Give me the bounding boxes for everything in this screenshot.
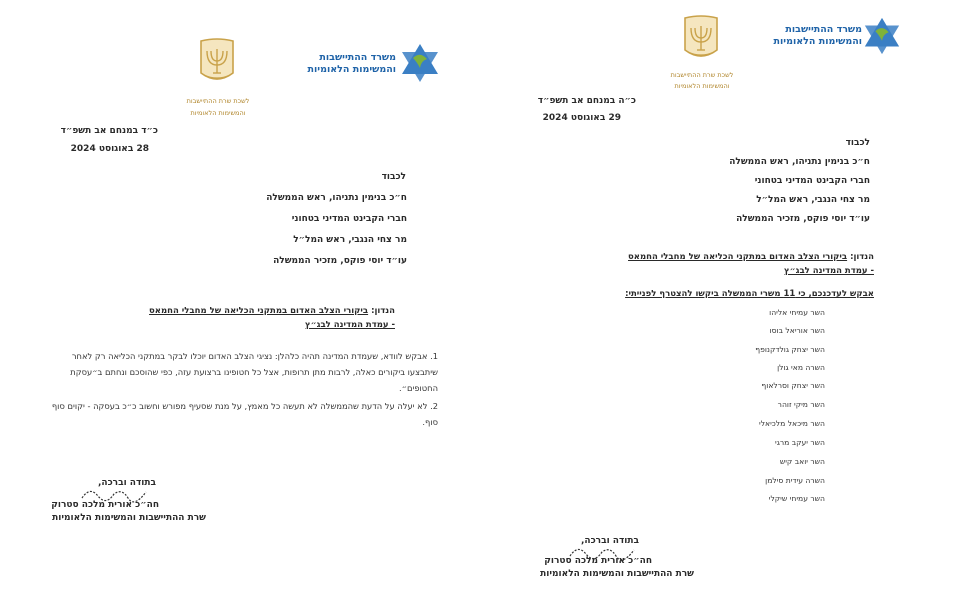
date-hebrew: כ״ד במנחם אב תשפ״ד [60,126,158,136]
list-item: השר עמיחי שיקלי [768,494,825,503]
menorah-emblem-icon [196,37,238,87]
ministry-name-line2: והמשימות הלאומיות [307,64,396,75]
recipient-2: חברי הקבינט המדיני בטחוני [291,214,407,224]
subject-line-2: - עמדת המדינה לבג״ץ [305,320,395,330]
recipient-1: ח״כ בנימין נתניהו, ראש הממשלה [729,157,870,167]
list-item: השר יצחק גולדקנופף [755,345,825,354]
closing: בתודה וברכה, [97,478,156,488]
bureau-line-2: והמשימות הלאומיות [190,109,246,117]
paragraph-1: 1. אבקש לוודא, שעמדת המדינה תהיה כלהלן: נציגי הצלב האדום יוכלו לבקר במתקני הכליאה רק לאחר שיתבצעו ביקורים כאלה, לרבות מתן תרופות, אצל כל חטופינו ברצועת עזה, כפי שהוסכם ונחתם ב״עסקת החטופים״. [70,351,438,393]
ministry-name [308,52,396,76]
ministry-name-line2: והמשימות הלאומיות [773,36,862,47]
salutation: לכבוד [845,138,870,148]
date-gregorian: 29 באוגוסט 2024 [542,113,621,123]
list-item: השר יעקב מרגי [775,438,825,447]
list-item: השר אוריאל בוסו [769,326,825,335]
subject-label: הנדון: [371,306,395,316]
letter-a [0,0,474,600]
bureau-line-1: לשכת שרת ההתיישבות [186,97,250,105]
list-item: השר מיכאל מלכיאלי [759,419,825,428]
list-item: השר יואב קיש [779,457,825,466]
ministry-name-line1: משרד ההתיישבות [319,52,396,63]
subject-label: הנדון: [850,252,874,262]
recipient-2: חברי הקבינט המדיני בטחוני [754,176,870,186]
list-item: השרה עידית סילמן [765,476,825,485]
recipient-3: מר צחי הנגבי, ראש המל״ל [293,235,407,245]
signer-title: שרת ההתיישבות והמשימות הלאומיות [52,513,206,523]
recipient-4: עו״ד יוסי פוקס, מזכיר הממשלה [273,256,407,266]
ministry-name-line1: משרד ההתיישבות [785,24,862,35]
subject-text: ביקורי הצלב האדום במתקני הכליאה של מחבלי החמאס [628,252,848,262]
recipient-3: מר צחי הנגבי, ראש המל״ל [756,195,870,205]
subject-line-2: - עמדת המדינה לבג״ץ [784,266,874,276]
subject-line [149,306,395,316]
signer-name: חה״כ אורית מלכה סטרוק [544,556,652,566]
bureau-line-2: והמשימות הלאומיות [674,82,730,90]
star-of-david-logo-icon [399,42,441,84]
list-item: השר מיקי זוהר [777,400,825,409]
date-gregorian: 28 באוגוסט 2024 [70,144,149,154]
list-item: השר עמיחי אליהו [769,308,825,317]
ministry-name [774,24,862,48]
paragraph-2: 2. לא יעלה על הדעת שהממשלה לא תעשה כל מאמץ, על מנת שסעיף מפורש וחשוב כ״כ בעסקה - יקוים סוף סוף. [51,401,438,427]
signer-name: חה״כ אורית מלכה סטרוק [51,500,159,510]
closing: בתודה וברכה, [580,536,639,546]
recipient-4: עו״ד יוסי פוקס, מזכיר הממשלה [736,214,870,224]
list-item: השרה מאי גולן [777,363,825,372]
bureau-line-1: לשכת שרת ההתיישבות [670,71,734,79]
letter-b [474,0,954,600]
star-of-david-logo-icon [862,16,902,56]
list-item: השר יצחק וסרלאוף [761,381,825,390]
subject-text: ביקורי הצלב האדום במתקני הכליאה של מחבלי החמאס [149,306,369,316]
subject-line [628,252,874,262]
signer-title: שרת ההתיישבות והמשימות הלאומיות [540,569,694,579]
intro-line: אבקש לעדכנכם, כי 11 משרי הממשלה ביקשו להצטרף לפנייתי: [625,289,874,299]
menorah-emblem-icon [680,14,722,64]
recipient-1: ח״כ בנימין נתניהו, ראש הממשלה [266,193,407,203]
date-hebrew: כ״ה במנחם אב תשפ״ד [537,96,636,106]
salutation: לכבוד [381,172,406,182]
